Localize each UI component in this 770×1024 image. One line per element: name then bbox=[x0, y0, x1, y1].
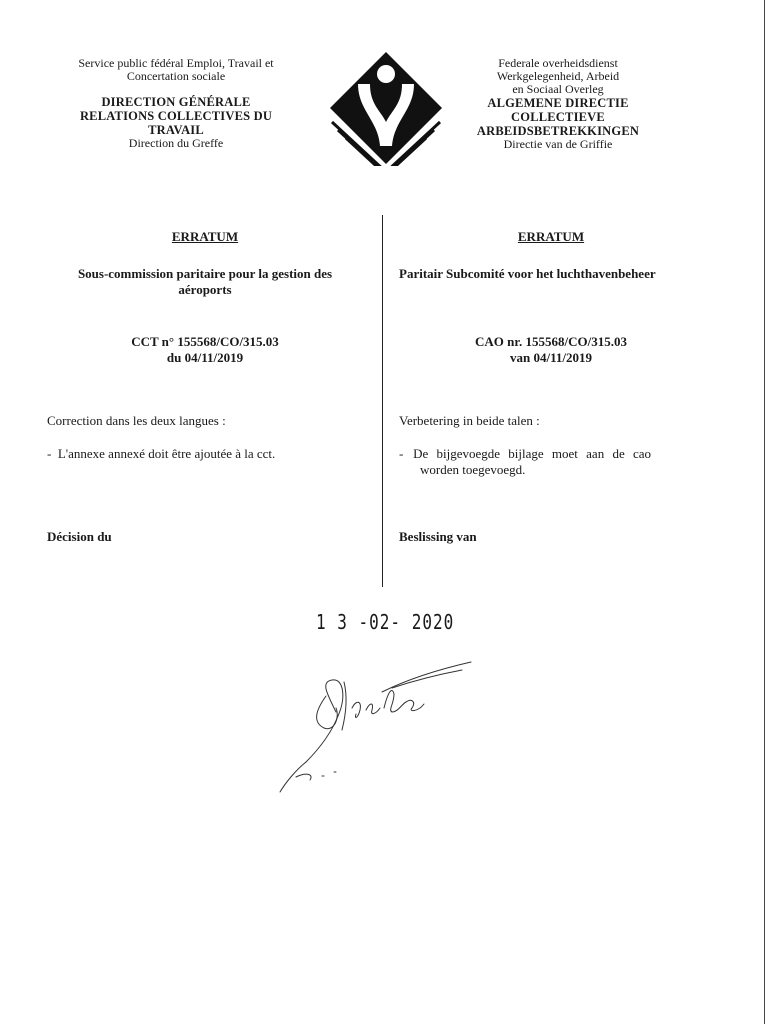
cao-number-nl: CAO nr. 155568/CO/315.03 bbox=[475, 334, 627, 349]
column-divider bbox=[382, 215, 383, 587]
decision-label-fr: Décision du bbox=[47, 529, 112, 544]
date-stamp: 1 3 -02- 2020 bbox=[316, 610, 455, 634]
list-dash: - bbox=[47, 446, 58, 461]
committee-nl: Paritair Subcomité voor het luchthavenbeheer bbox=[399, 266, 656, 281]
header-nl-line: en Sociaal Overleg bbox=[512, 82, 604, 96]
header-nl-line: Werkgelegenheid, Arbeid bbox=[496, 69, 620, 83]
correction-item-text-fr: L'annexe annexé doit être ajoutée à la cct. bbox=[57, 446, 276, 461]
correction-item-text-nl: De bijgevoegde bijlage moet aan de cao bbox=[413, 446, 652, 461]
cct-number-fr: CCT n° 155568/CO/315.03 bbox=[131, 334, 279, 349]
header-nl bbox=[446, 57, 670, 151]
committee-fr-line: aéroports bbox=[178, 282, 232, 297]
committee-fr bbox=[40, 266, 370, 298]
signature bbox=[266, 652, 486, 802]
correction-item-text-nl-2: worden toegevoegd. bbox=[420, 462, 526, 477]
erratum-title-nl: ERRATUM bbox=[517, 229, 585, 244]
header-fr-dept: DIRECTION GÉNÉRALE bbox=[101, 95, 251, 109]
header-fr-sub: Direction du Greffe bbox=[128, 136, 224, 150]
scan-edge bbox=[764, 0, 765, 1024]
header-nl-dept: ALGEMENE DIRECTIE bbox=[487, 96, 629, 110]
committee-fr-line: Sous-commission paritaire pour la gestion des bbox=[77, 266, 333, 281]
logo-icon bbox=[328, 50, 444, 166]
header-fr bbox=[36, 57, 316, 150]
correction-item-fr bbox=[47, 446, 275, 462]
header-fr-line: Service public fédéral Emploi, Travail et bbox=[78, 56, 274, 70]
erratum-title-fr: ERRATUM bbox=[171, 229, 239, 244]
list-dash: - bbox=[399, 446, 414, 461]
cao-date-nl: van 04/11/2019 bbox=[510, 350, 592, 365]
cao-reference-nl bbox=[396, 334, 706, 366]
correction-item-nl bbox=[399, 446, 704, 478]
correction-label-nl: Verbetering in beide talen : bbox=[399, 413, 540, 428]
correction-label-fr: Correction dans les deux langues : bbox=[47, 413, 226, 428]
header-nl-dept: ARBEIDSBETREKKINGEN bbox=[476, 124, 640, 138]
header-fr-line: Concertation sociale bbox=[126, 69, 226, 83]
cct-date-fr: du 04/11/2019 bbox=[166, 350, 244, 365]
federal-logo bbox=[328, 50, 444, 166]
decision-label-nl: Beslissing van bbox=[399, 529, 477, 544]
header-nl-line: Federale overheidsdienst bbox=[498, 56, 618, 70]
header-nl-sub: Directie van de Griffie bbox=[503, 137, 613, 151]
header-nl-dept: COLLECTIEVE bbox=[511, 110, 605, 124]
signature-icon bbox=[266, 652, 486, 802]
header-fr-dept: RELATIONS COLLECTIVES DU bbox=[79, 109, 273, 123]
header-fr-dept: TRAVAIL bbox=[148, 123, 204, 137]
cct-reference-fr bbox=[40, 334, 370, 366]
